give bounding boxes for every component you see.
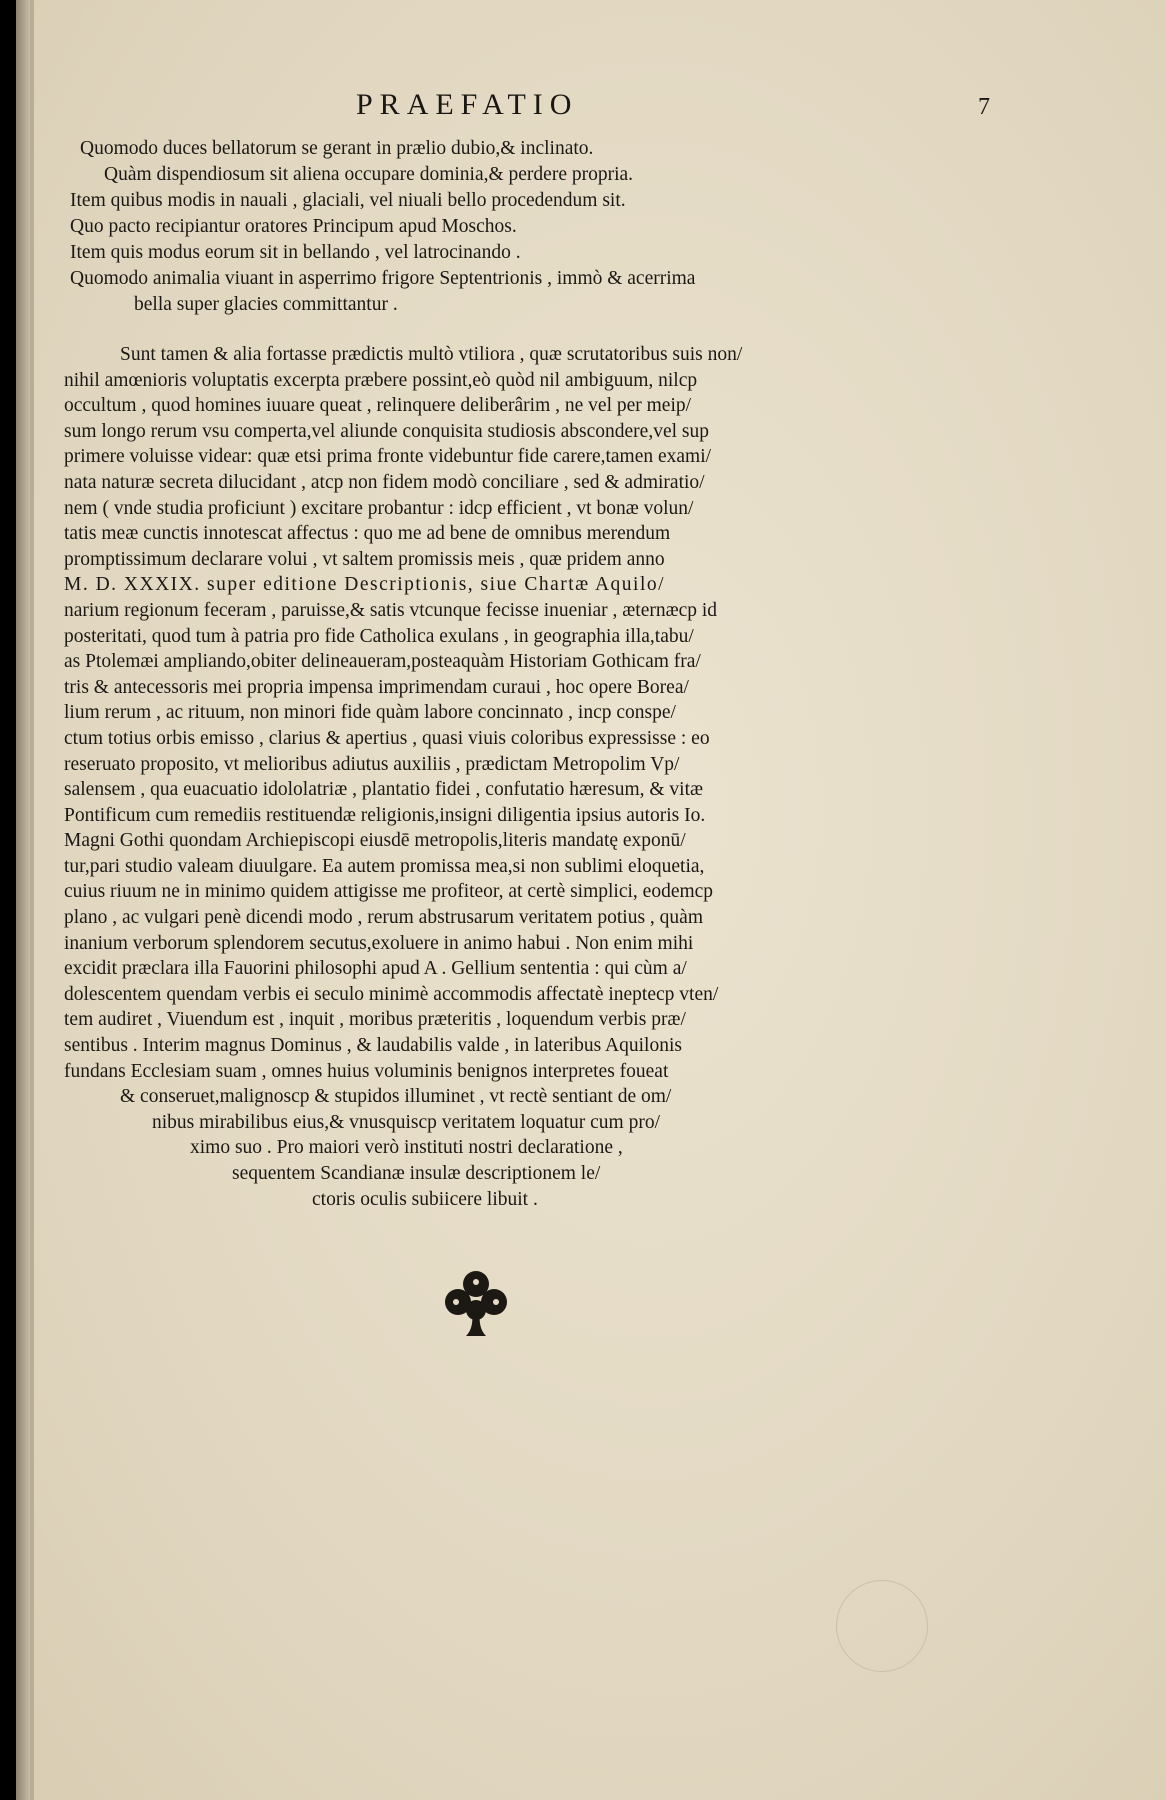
body-line: promptissimum declarare volui , vt saltem promissis meis , quæ pridem anno <box>64 548 665 570</box>
body-line: sequentem Scandianæ insulæ descriptionem le/ <box>232 1163 601 1184</box>
body-line: excidit præclara illa Fauorini philosophi apud A . Gellium sententia : qui cùm a/ <box>64 958 687 980</box>
body-line: inanium verborum splendorem secutus,exoluere in animo habui . Non enim mihi <box>64 932 694 954</box>
body-line: plano , ac vulgari penè dicendi modo , rerum abstrusarum veritatem potius , quàm <box>64 907 703 929</box>
body-line: lium rerum , ac rituum, non minori fide quàm labore concinnato , incp conspe/ <box>64 702 676 724</box>
body-line: reseruato proposito, vt melioribus adiutus auxiliis , prædictam Metropolim Vp/ <box>64 753 680 775</box>
body-line: tem audiret , Viuendum est , inquit , moribus præteritis , loquendum verbis præ/ <box>64 1009 686 1031</box>
body-line: nibus mirabilibus eius,& vnusquiscp veritatem loquatur cum pro/ <box>152 1111 661 1133</box>
topic-line: Quomodo animalia viuant in asperrimo frigore Septentrionis , immò & acerrima <box>70 268 696 289</box>
body-line: primere voluisse videar: quæ etsi prima fronte videbuntur fide carere,tamen exami/ <box>64 446 712 468</box>
body-line: nihil amœnioris voluptatis excerpta præbere possint,eò quòd nil ambiguum, nilcp <box>64 369 698 391</box>
fleuron-ornament-icon <box>436 1262 516 1342</box>
body-line: tatis meæ cunctis innotescat affectus : quo me ad bene de omnibus merendum <box>64 523 671 545</box>
body-line: nata naturæ secreta dilucidant , atcp non fidem modò conciliare , sed & admiratio/ <box>64 471 705 493</box>
topic-line: Quàm dispendiosum sit aliena occupare dominia,& perdere propria. <box>104 164 634 185</box>
topic-line: Quo pacto recipiantur oratores Principum apud Moschos. <box>70 216 517 237</box>
body-line: Magni Gothi quondam Archiepiscopi eiusdē metropolis,literis mandatę exponū/ <box>64 830 686 852</box>
body-line: M. D. XXXIX. super editione Descriptionis, siue Chartæ Aquilo/ <box>64 574 666 596</box>
body-line: salensem , qua euacuatio idololatriæ , plantatio fidei , confutatio hæresum, & vitæ <box>64 779 704 801</box>
body-line: nem ( vnde studia proficiunt ) excitare probantur : idcp efficient , vt bonæ volun/ <box>64 497 694 519</box>
topic-line: Item quis modus eorum sit in bellando , vel latrocinando . <box>70 242 521 263</box>
body-line: ctoris oculis subiicere libuit . <box>312 1188 538 1210</box>
topic-line: bella super glacies committantur . <box>134 294 398 315</box>
page-gutter <box>16 0 30 1800</box>
body-line: Sunt tamen & alia fortasse prædictis multò vtiliora , quæ scrutatoribus suis non/ <box>120 344 743 365</box>
body-line: tris & antecessoris mei propria impensa imprimendam curaui , hoc opere Borea/ <box>64 676 689 698</box>
topics-list <box>68 136 948 318</box>
page-number: 7 <box>978 94 990 120</box>
body-line: & conseruet,malignoscp & stupidos illuminet , vt rectè sentiant de om/ <box>120 1086 672 1108</box>
body-line: ximo suo . Pro maiori verò instituti nostri declaratione , <box>190 1137 623 1159</box>
body-line: tur,pari studio valeam diuulgare. Ea autem promissa mea,si non sublimi eloquetia, <box>64 855 705 877</box>
paper-stain <box>836 1580 928 1672</box>
body-line: narium regionum feceram , paruisse,& satis vtcunque fecisse inueniar , æternæcp id <box>64 599 718 621</box>
page-edge <box>30 0 34 1800</box>
topic-line: Item quibus modis in nauali , glaciali, vel niuali bello procedendum sit. <box>70 190 626 211</box>
body-line: cuius riuum ne in minimo quidem attigisse me profiteor, at certè simplici, eodemcp <box>64 881 714 903</box>
body-line: dolescentem quendam verbis ei seculo minimè accommodis affectatè ineptecp vten/ <box>64 983 719 1005</box>
body-line: as Ptolemæi ampliando,obiter delineaueram,posteaquàm Historiam Gothicam fra/ <box>64 651 701 673</box>
body-line: sum longo rerum vsu comperta,vel aliunde conquisita studiosis abscondere,vel sup <box>64 420 709 442</box>
body-line: ctum totius orbis emisso , clarius & apertius , quasi viuis coloribus expressisse : eo <box>64 727 710 749</box>
body-line: posteritati, quod tum à patria pro fide Catholica exulans , in geographia illa,tabu/ <box>64 625 694 647</box>
book-page <box>16 0 1166 1800</box>
page-heading: PRAEFATIO <box>356 88 579 121</box>
topic-line: Quomodo duces bellatorum se gerant in prælio dubio,& inclinato. <box>80 138 594 159</box>
body-line: Pontificum cum remediis restituendæ religionis,insigni diligentia ipsius autoris Io. <box>64 804 706 826</box>
body-line: fundans Ecclesiam suam , omnes huius voluminis benignos interpretes foueat <box>64 1060 669 1082</box>
preface-paragraph <box>64 342 954 1212</box>
body-line: occultum , quod homines iuuare queat , relinquere deliberârim , ne vel per meip/ <box>64 395 692 417</box>
body-line: sentibus . Interim magnus Dominus , & laudabilis valde , in lateribus Aquilonis <box>64 1035 682 1057</box>
